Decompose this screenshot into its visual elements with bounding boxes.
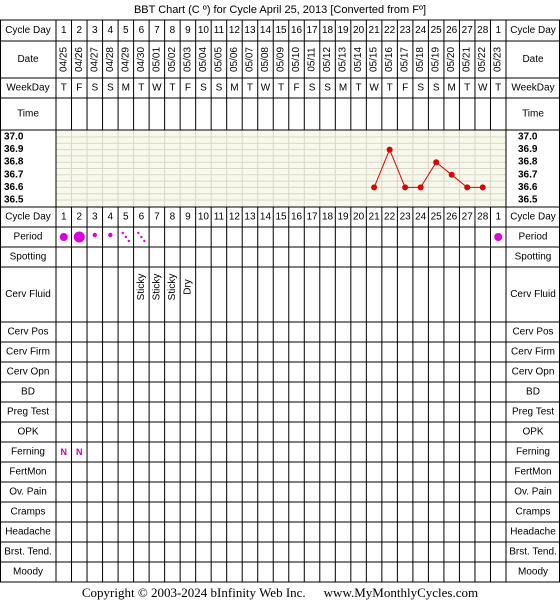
weekday-label: T: [60, 82, 67, 94]
weekday-label: T: [464, 82, 471, 94]
weekday-label: S: [106, 82, 114, 94]
date-label: 05/16: [384, 46, 396, 73]
date-label: 05/06: [228, 46, 240, 73]
cycle-day-number: 12: [228, 25, 241, 36]
row-label-left-brst_tend: Brst. Tend.: [4, 546, 52, 558]
weekday-label: M: [338, 82, 348, 94]
cycle-day-number: 10: [197, 25, 209, 36]
weekday-label: S: [432, 82, 440, 94]
row-label-left-weekday: WeekDay: [6, 82, 50, 94]
temp-tick-label-left: 36.7: [4, 169, 24, 181]
weekday-label: F: [76, 82, 83, 94]
cycle-day-number: 1: [60, 25, 67, 36]
temperature-point: [402, 184, 408, 190]
weekday-label: T: [138, 82, 145, 94]
cycle-day-number: 22: [384, 211, 396, 223]
period-light-dot: [108, 233, 112, 237]
temp-tick-label-right: 36.7: [518, 169, 538, 181]
ferning-mark: N: [60, 447, 68, 457]
cycle-day-number: 6: [138, 25, 145, 36]
cycle-day-number: 13: [244, 25, 256, 36]
temperature-point: [371, 184, 377, 190]
row-label-left-spotting: Spotting: [9, 251, 47, 263]
cycle-day-number: 19: [337, 211, 349, 223]
temperature-point: [464, 184, 470, 190]
row-label-left-opk: OPK: [17, 426, 39, 438]
period-heavy-dot: [74, 232, 85, 243]
weekday-label: T: [246, 82, 254, 94]
date-label: 04/30: [135, 46, 147, 73]
period-spotting-dot: [128, 240, 130, 242]
period-spotting-dot: [125, 236, 127, 238]
weekday-label: T: [277, 82, 285, 94]
footer: [0, 583, 560, 602]
row-label-right-preg_test: Preg Test: [511, 406, 555, 418]
row-label-right-cramps: Cramps: [515, 506, 551, 518]
weekday-label: S: [215, 82, 223, 94]
cycle-day-number: 25: [430, 25, 442, 36]
date-label: 05/17: [399, 46, 411, 73]
cycle-day-number: 11: [213, 25, 225, 36]
weekday-label: M: [121, 82, 130, 94]
cycle-day-number: 9: [185, 211, 191, 223]
cycle-day-number: 17: [306, 25, 318, 36]
weekday-label: W: [477, 82, 488, 94]
date-label: 05/04: [197, 46, 209, 73]
cerv-fluid-label: Sticky: [135, 273, 147, 301]
temperature-point: [480, 184, 486, 190]
row-label-right-time: Time: [522, 108, 544, 120]
cycle-day-number: 28: [477, 25, 489, 36]
cycle-day-number: 17: [306, 211, 318, 223]
row-label-left-time: Time: [17, 108, 39, 120]
row-label-right-ov_pain: Ov. Pain: [514, 486, 552, 498]
cerv-fluid-label: Sticky: [151, 273, 163, 301]
cycle-day-number: 11: [213, 211, 225, 223]
period-spotting-dot: [122, 232, 124, 234]
cycle-day-number: 24: [415, 25, 427, 36]
date-label: 05/21: [461, 46, 473, 73]
temp-tick-label-left: 36.6: [4, 181, 24, 193]
temp-tick-label-left: 36.8: [4, 156, 24, 168]
cycle-day-number: 20: [353, 211, 365, 223]
row-label-right-date: Date: [522, 54, 544, 65]
cycle-day-number: 28: [477, 211, 489, 223]
period-spotting-dot: [143, 240, 145, 242]
row-label-right-cerv_firm: Cerv Firm: [511, 346, 555, 358]
weekday-label: S: [308, 82, 316, 94]
row-label-left-cerv_firm: Cerv Firm: [6, 346, 50, 358]
row-label-right-moody: Moody: [517, 566, 549, 578]
weekday-label: S: [200, 82, 207, 94]
temperature-point: [449, 172, 455, 178]
row-label-right-spotting: Spotting: [514, 251, 552, 263]
date-label: 05/07: [244, 46, 256, 73]
cycle-day-number: 6: [138, 211, 145, 223]
temp-tick-label-right: 36.5: [518, 194, 538, 206]
cycle-day-number: 13: [244, 211, 256, 223]
date-label: 04/25: [58, 46, 70, 73]
row-label-left-ov_pain: Ov. Pain: [9, 486, 47, 498]
cycle-day-number: 8: [169, 211, 176, 223]
date-label: 05/22: [477, 46, 489, 73]
date-label: 05/03: [182, 46, 194, 73]
row-label-left-cerv_pos: Cerv Pos: [7, 326, 49, 338]
row-label-right-cycle_day: Cycle Day: [510, 211, 556, 223]
row-label-left-cramps: Cramps: [10, 506, 46, 518]
weekday-label: W: [369, 82, 379, 94]
site-link[interactable]: www.MyMonthlyCycles.com: [323, 585, 479, 600]
cycle-day-number: 4: [107, 25, 114, 36]
row-label-left-ferning: Ferning: [11, 446, 45, 458]
date-label: 04/28: [104, 46, 116, 73]
cycle-day-number: 26: [446, 25, 458, 36]
cycle-day-number: 16: [290, 25, 303, 36]
row-label-right-cycle_day: Cycle Day: [510, 25, 556, 36]
cycle-day-number: 15: [275, 25, 287, 36]
weekday-label: M: [447, 82, 456, 94]
date-label: 05/18: [415, 46, 427, 73]
row-label-left-cerv_opn: Cerv Opn: [6, 366, 50, 378]
temp-tick-label-right: 36.9: [518, 144, 538, 156]
row-label-left-cycle_day: Cycle Day: [5, 211, 51, 223]
weekday-label: S: [91, 82, 99, 94]
row-label-right-bd: BD: [526, 386, 540, 398]
cycle-day-number: 4: [107, 211, 114, 223]
cycle-day-number: 23: [399, 211, 411, 223]
temperature-point: [433, 159, 439, 165]
weekday-label: T: [169, 82, 176, 94]
row-label-right-cerv_pos: Cerv Pos: [512, 326, 554, 338]
cycle-day-number: 10: [197, 211, 209, 223]
row-label-left-cerv_fluid: Cerv Fluid: [5, 289, 51, 300]
row-label-right-ferning: Ferning: [516, 446, 550, 458]
date-label: 04/29: [120, 46, 132, 73]
cycle-day-number: 14: [259, 211, 272, 223]
copyright-text: Copyright © 2003-2024 bInfinity Web Inc.: [81, 585, 306, 600]
cycle-day-number: 18: [321, 211, 334, 223]
date-label: 05/11: [306, 47, 318, 72]
row-label-left-date: Date: [17, 54, 39, 65]
weekday-label: T: [355, 82, 362, 94]
date-label: 05/14: [353, 46, 365, 73]
temp-tick-label-left: 36.9: [4, 144, 24, 156]
ferning-mark: N: [76, 447, 83, 457]
cycle-day-number: 24: [415, 211, 427, 223]
cerv-fluid-label: Dry: [182, 279, 194, 295]
weekday-label: S: [324, 82, 331, 94]
cycle-day-number: 3: [92, 211, 98, 223]
row-label-left-preg_test: Preg Test: [6, 406, 50, 418]
cycle-day-number: 20: [353, 25, 365, 36]
date-label: 05/02: [166, 46, 178, 73]
row-label-right-fertmon: FertMon: [514, 466, 552, 478]
cycle-day-number: 22: [384, 25, 396, 36]
weekday-label: F: [402, 82, 409, 94]
date-label: 05/05: [213, 46, 225, 73]
row-label-right-weekday: WeekDay: [511, 82, 555, 94]
weekday-label: S: [417, 82, 424, 94]
cycle-day-number: 26: [446, 211, 458, 223]
cycle-day-number: 3: [92, 25, 98, 36]
row-label-right-opk: OPK: [522, 426, 544, 438]
cycle-day-number: 7: [154, 25, 160, 36]
temperature-point: [418, 184, 424, 190]
row-label-left-cycle_day: Cycle Day: [5, 25, 51, 36]
date-label: 05/12: [322, 46, 334, 73]
cycle-day-number: 7: [154, 211, 160, 223]
row-label-left-moody: Moody: [12, 566, 44, 578]
period-medium-dot: [494, 233, 502, 241]
row-label-right-cerv_fluid: Cerv Fluid: [510, 289, 556, 300]
date-label: 05/15: [368, 46, 380, 73]
date-label: 05/10: [291, 46, 303, 73]
cycle-day-number: 27: [461, 211, 473, 223]
date-label: 05/09: [275, 46, 287, 73]
period-light-dot: [93, 233, 97, 237]
weekday-label: F: [293, 82, 300, 94]
cycle-day-number: 2: [76, 211, 83, 223]
cycle-day-number: 5: [123, 211, 129, 223]
cerv-fluid-label: Sticky: [166, 273, 178, 301]
temperature-point: [387, 147, 393, 153]
period-medium-dot: [60, 233, 68, 241]
row-label-right-brst_tend: Brst. Tend.: [509, 546, 557, 558]
cycle-day-number: 2: [76, 25, 83, 36]
row-label-left-fertmon: FertMon: [9, 466, 47, 478]
weekday-label: T: [495, 82, 502, 94]
weekday-label: W: [152, 82, 162, 94]
row-label-right-cerv_opn: Cerv Opn: [511, 366, 555, 378]
row-label-right-period: Period: [518, 231, 548, 243]
cycle-day-number: 16: [290, 211, 303, 223]
cycle-day-number: 21: [368, 211, 380, 223]
row-label-right-headache: Headache: [510, 526, 556, 538]
cycle-day-number: 19: [337, 25, 349, 36]
weekday-label: T: [386, 82, 393, 94]
temp-tick-label-left: 37.0: [4, 131, 24, 143]
period-spotting-dot: [140, 236, 142, 238]
cycle-day-number: 5: [123, 25, 129, 36]
temp-tick-label-left: 36.5: [4, 194, 24, 206]
cycle-day-number: 1: [495, 25, 502, 36]
weekday-label: W: [260, 82, 271, 94]
chart-title: BBT Chart (C º) for Cycle April 25, 2013 [Converted from Fº]: [133, 4, 427, 16]
row-label-left-bd: BD: [21, 386, 35, 398]
cycle-day-number: 1: [495, 211, 502, 223]
weekday-label: M: [230, 82, 239, 94]
temp-tick-label-right: 36.8: [518, 156, 538, 168]
weekday-label: F: [184, 82, 191, 94]
row-label-left-headache: Headache: [5, 526, 51, 538]
date-label: 05/19: [430, 46, 442, 73]
cycle-day-number: 12: [228, 211, 241, 223]
cycle-day-number: 21: [368, 25, 380, 36]
cycle-day-number: 8: [169, 25, 176, 36]
cycle-day-number: 27: [461, 25, 473, 36]
temp-tick-label-right: 37.0: [518, 131, 538, 143]
date-label: 04/26: [73, 46, 85, 73]
cycle-day-number: 23: [399, 25, 411, 36]
cycle-day-number: 1: [60, 211, 67, 223]
cycle-day-number: 9: [185, 25, 191, 36]
row-label-left-period: Period: [13, 231, 43, 243]
cycle-day-number: 25: [430, 211, 442, 223]
cycle-day-number: 14: [259, 25, 272, 36]
cycle-day-number: 18: [321, 25, 334, 36]
date-label: 05/08: [259, 46, 271, 73]
date-label: 05/20: [446, 46, 458, 73]
date-label: 05/23: [492, 46, 504, 73]
date-label: 05/01: [151, 46, 163, 73]
cycle-day-number: 15: [275, 211, 287, 223]
temp-tick-label-right: 36.6: [518, 181, 538, 193]
date-label: 04/27: [89, 46, 101, 73]
period-spotting-dot: [137, 232, 139, 234]
date-label: 05/13: [337, 46, 349, 73]
